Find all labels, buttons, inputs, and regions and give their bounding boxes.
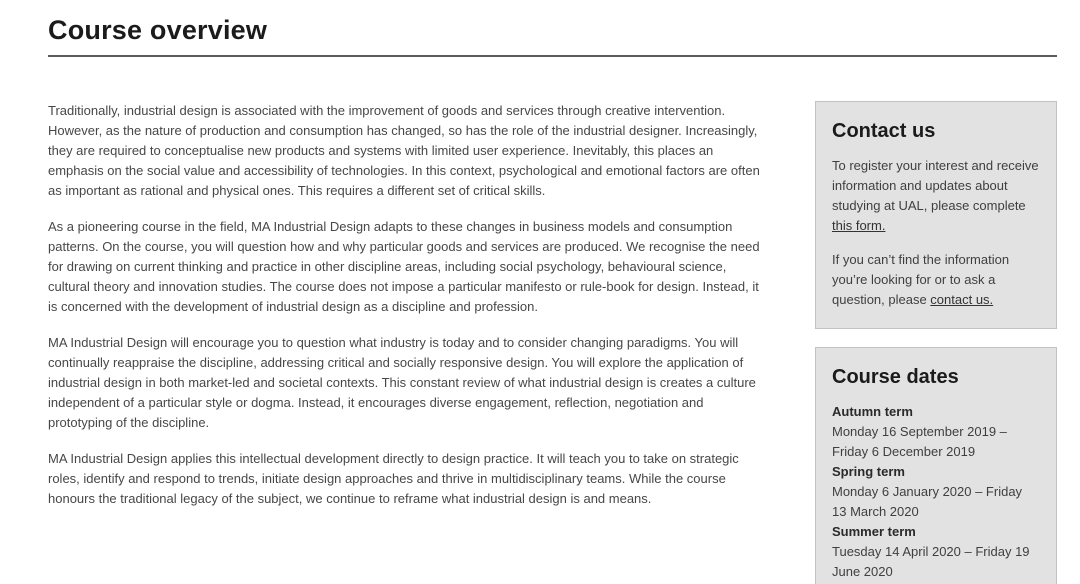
term-dates: Monday 16 September 2019 – Friday 6 December 2019 bbox=[832, 424, 1007, 459]
contact-paragraph-question-text: If you can’t find the information you’re looking for or to ask a question, please bbox=[832, 252, 1010, 307]
contact-us-link[interactable]: contact us. bbox=[930, 292, 994, 307]
contact-paragraph-register bbox=[832, 156, 1040, 236]
term-spring bbox=[832, 462, 1040, 522]
term-dates: Tuesday 14 April 2020 – Friday 19 June 2020 bbox=[832, 544, 1030, 579]
page-title: Course overview bbox=[48, 15, 268, 45]
course-dates-heading: Course dates bbox=[832, 366, 959, 388]
body-paragraph: Traditionally, industrial design is associated with the improvement of goods and services through creative intervention. However, as the nature of production and consumption has changed, so has the role of the industrial designer. Increasingly, they are required to conceptualise new products and systems with limited user experience. Inevitably, this places an emphasis on the social value and accessibility of technologies. In this context, psychological and emotional factors are often as important as rational and physical ones. This requires a different set of critical skills. bbox=[48, 103, 760, 198]
this-form-link[interactable]: this form. bbox=[832, 218, 886, 233]
sidebar bbox=[815, 101, 1057, 584]
body-paragraph: MA Industrial Design will encourage you to question what industry is today and to consider changing paradigms. You will continually reappraise the discipline, addressing critical and socially responsive design. You will explore the application of industrial design in both market-led and societal contexts. This constant review of what industrial design is creates a culture independent of a particular style or dogma. Instead, it encourages diverse engagement, reflection, negotiation and prototyping of the discipline. bbox=[48, 335, 756, 430]
term-label: Autumn term bbox=[832, 404, 913, 419]
column-gap bbox=[763, 101, 815, 584]
term-summer bbox=[832, 522, 1040, 582]
term-autumn bbox=[832, 402, 1040, 462]
term-label: Summer term bbox=[832, 524, 916, 539]
term-dates: Monday 6 January 2020 – Friday 13 March 2020 bbox=[832, 484, 1023, 519]
title-divider bbox=[48, 55, 1057, 57]
content-row bbox=[48, 101, 1057, 584]
contact-paragraph-question bbox=[832, 250, 1040, 310]
contact-us-box bbox=[815, 101, 1057, 329]
page-header bbox=[48, 0, 1057, 57]
course-description bbox=[48, 101, 763, 584]
body-paragraph: MA Industrial Design applies this intellectual development directly to design practice. It will teach you to take on strategic roles, identify and respond to trends, initiate design approaches and thrive in multidisciplinary teams. While the course honours the traditional legacy of the subject, we continue to reframe what industrial design is and means. bbox=[48, 451, 739, 506]
body-paragraph: As a pioneering course in the field, MA Industrial Design adapts to these changes in business models and consumption patterns. On the course, you will question how and why particular goods and services are produced. We recognise the need for drawing on current thinking and practice in other discipline areas, including social psychology, behavioural science, cultural theory and innovation studies. The course does not impose a particular manifesto or rule-book for design. Instead, it is concerned with the development of industrial design as a discipline and profession. bbox=[48, 219, 760, 314]
contact-us-heading: Contact us bbox=[832, 120, 936, 142]
term-label: Spring term bbox=[832, 464, 905, 479]
contact-paragraph-register-text: To register your interest and receive information and updates about studying at UAL, please complete bbox=[832, 158, 1039, 213]
course-dates-box bbox=[815, 347, 1057, 584]
